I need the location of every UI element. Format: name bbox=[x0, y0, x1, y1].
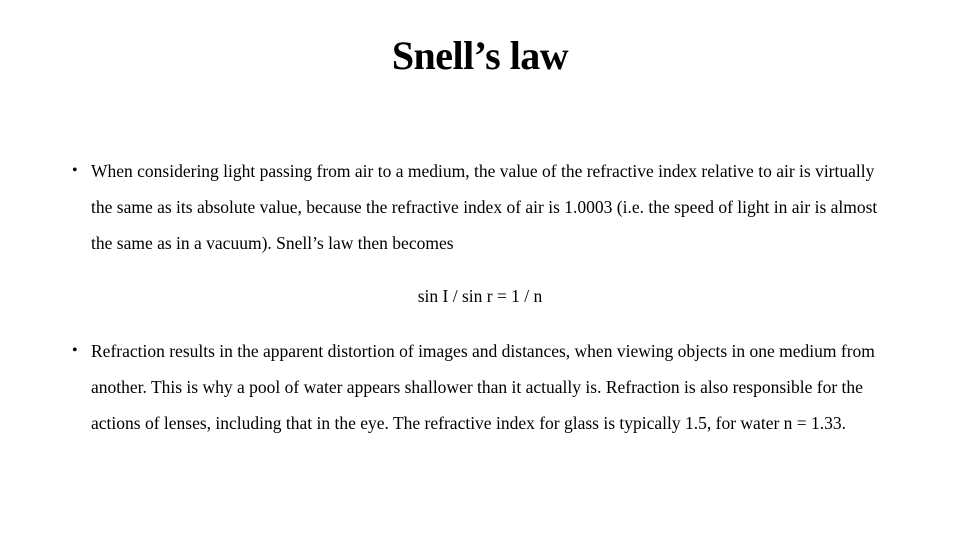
bullet-item bbox=[72, 153, 892, 261]
bullet-item bbox=[72, 333, 892, 441]
slide-title: Snell’s law bbox=[391, 33, 569, 78]
bullet-marker: • bbox=[72, 342, 78, 359]
bullet-marker: • bbox=[72, 162, 78, 179]
bullet-text: Refraction results in the apparent distortion of images and distances, when viewing objects in one medium from another. This is why a pool of water appears shallower than it actually is. Refraction is also responsible for the actions of lenses, including that in the eye. The refractive index for glass is typically 1.5, for water n = 1.33. bbox=[91, 341, 875, 433]
snells-law-formula: sin I / sin r = 1 / n bbox=[417, 286, 543, 306]
bullet-text: When considering light passing from air to a medium, the value of the refractive index relative to air is virtually the same as its absolute value, because the refractive index of air is 1.0003 (i.e. the speed of light in air is almost the same as in a vacuum). Snell’s law then becomes bbox=[91, 161, 878, 253]
